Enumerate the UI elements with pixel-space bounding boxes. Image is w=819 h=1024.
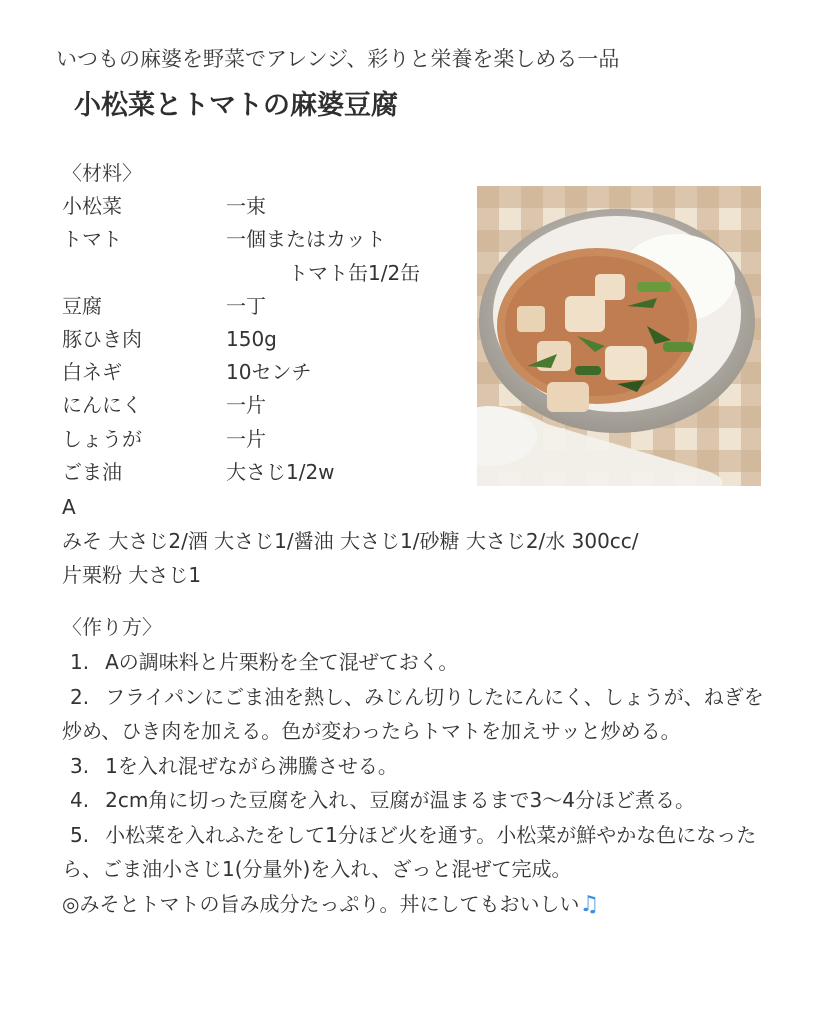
seasoning-line: みそ 大さじ2/酒 大さじ1/醤油 大さじ1/砂糖 大さじ2/水 300cc/ [62, 529, 639, 553]
ingredient-row [62, 356, 482, 389]
step-text: 2cm角に切った豆腐を入れ、豆腐が温まるまで3〜4分ほど煮る。 [105, 788, 695, 812]
step-item [62, 749, 772, 784]
ingredient-row [62, 323, 482, 356]
ingredient-row [62, 456, 482, 489]
musical-note-icon: ♫ [579, 891, 600, 917]
materials-heading: 〈材料〉 [62, 161, 142, 185]
tip-line [62, 887, 772, 923]
step-number: 1. [70, 650, 90, 674]
ingredient-name: 豆腐 [62, 293, 102, 318]
ingredient-qty: 一片 [226, 426, 266, 451]
recipe-title: 小松菜とトマトの麻婆豆腐 [74, 90, 398, 121]
ingredient-name: にんにく [62, 393, 142, 418]
step-list [62, 645, 772, 922]
ingredient-name: 小松菜 [62, 194, 122, 218]
step-number: 2. [70, 684, 90, 709]
step-number: 3. [70, 753, 90, 778]
seasoning-label: A [62, 495, 76, 519]
method-heading: 〈作り方〉 [62, 615, 162, 639]
ingredient-row [62, 423, 482, 456]
tip-text: ◎みそとトマトの旨み成分たっぷり。丼にしてもおいしい [62, 891, 580, 916]
step-item [62, 818, 772, 887]
step-text: フライパンにごま油を熱し、みじん切りしたにんにく、しょうが、ねぎを炒め、ひき肉を加える。色が変わったらトマトを加えサッと炒める。 [62, 684, 764, 743]
step-number: 4. [70, 788, 90, 812]
ingredient-qty: 一束 [226, 194, 266, 218]
ingredient-row [62, 290, 482, 323]
step-text: 小松菜を入れふたをして1分ほど火を通す。小松菜が鮮やかな色になったら、ごま油小さじ1(分量外)を入れ、ざっと混ぜて完成。 [62, 822, 757, 881]
ingredient-name: しょうが [62, 426, 142, 451]
step-text: Aの調味料と片栗粉を全て混ぜておく。 [105, 650, 459, 674]
step-item [62, 783, 772, 818]
ingredient-qty-continuation: トマト缶1/2缶 [288, 260, 421, 285]
ingredient-list [62, 190, 482, 489]
recipe-subtitle: いつもの麻婆を野菜でアレンジ、彩りと栄養を楽しめる一品 [56, 47, 620, 71]
ingredient-name: 白ネギ [62, 360, 122, 385]
step-number: 5. [70, 822, 90, 847]
step-item [62, 680, 772, 749]
ingredient-qty: 150g [226, 326, 277, 351]
ingredient-name: ごま油 [62, 460, 122, 485]
ingredient-name: 豚ひき肉 [62, 326, 142, 351]
ingredient-name: トマト [62, 227, 122, 252]
seasoning-mix [62, 524, 762, 592]
step-item [62, 645, 772, 680]
ingredient-row [62, 190, 482, 223]
ingredient-qty: 10センチ [226, 360, 312, 385]
dish-photo [477, 186, 761, 486]
seasoning-line: 片栗粉 大さじ1 [62, 563, 202, 587]
ingredient-qty: 大さじ1/2w [226, 460, 335, 485]
ingredient-row [62, 389, 482, 422]
ingredient-row [62, 223, 482, 256]
ingredient-qty: 一丁 [226, 293, 266, 318]
ingredient-qty: 一片 [226, 393, 266, 418]
step-text: 1を入れ混ぜながら沸騰させる。 [105, 753, 398, 778]
ingredient-qty: 一個またはカット [226, 227, 386, 252]
